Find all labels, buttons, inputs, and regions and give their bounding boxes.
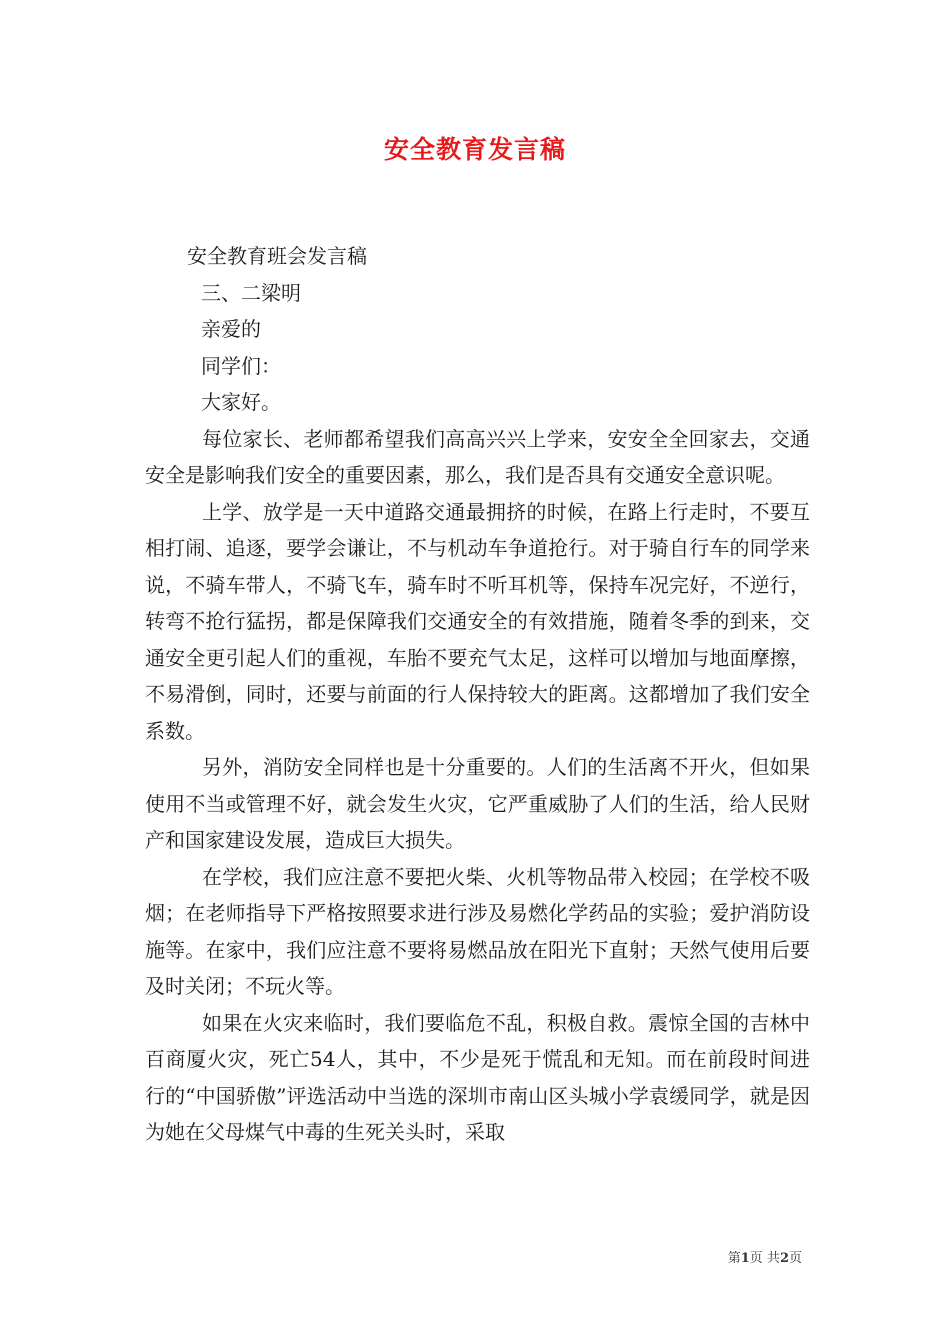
paragraph: 在学校，我们应注意不要把火柴、火机等物品带入校园；在学校不吸烟；在老师指导下严格按照要求进行涉及易燃化学药品的实验；爱护消防设施等。在家中，我们应注意不要将易燃品放在阳光下直射；天然气使用后要及时关闭；不玩火等。 [145,864,810,998]
greeting-line: 亲爱的 [201,317,261,341]
paragraph: 上学、放学是一天中道路交通最拥挤的时候，在路上行走时，不要互相打闹、追逐，要学会谦让，不与机动车争道抢行。对于骑自行车的同学来说，不骑车带人，不骑飞车，骑车时不听耳机等，保持车况完好，不逆行，转弯不抢行猛拐，都是保障我们交通安全的有效措施，随着冬季的到来，交通安全更引起人们的重视，车胎不要充气太足，这样可以增加与地面摩擦，不易滑倒，同时，还要与前面的行人保持较大的距离。这都增加了我们安全系数。 [145,499,810,743]
greeting-line: 大家好。 [201,390,281,414]
current-page-number: 1 [740,1251,750,1266]
footer-prefix: 第 [727,1251,741,1266]
total-page-number: 2 [779,1251,789,1266]
page-number-footer [728,1247,802,1266]
author-line: 三、二梁明 [201,280,301,305]
paragraph: 另外，消防安全同样也是十分重要的。人们的生活离不开火，但如果使用不当或管理不好，就会发生火灾，它严重威胁了人们的生活，给人民财产和国家建设发展，造成巨大损失。 [145,755,810,852]
document-subtitle: 安全教育班会发言稿 [187,244,367,268]
document-title: 安全教育发言稿 [383,135,566,164]
footer-middle: 页 共 [749,1251,780,1266]
greeting-line: 同学们： [201,353,281,378]
footer-suffix: 页 [788,1251,802,1266]
paragraph: 如果在火灾来临时，我们要临危不乱，积极自救。震惊全国的吉林中百商厦火灾，死亡54人，其中，不少是死于慌乱和无知。而在前段时间进行的“中国骄傲”评选活动中当选的深圳市南山区头城小学袁缓同学，就是因为她在父母煤气中毒的生死关头时，采取 [145,1010,810,1144]
document-body [145,238,810,1151]
paragraph: 每位家长、老师都希望我们高高兴兴上学来，安安全全回家去，交通安全是影响我们安全的重要因素，那么，我们是否具有交通安全意识呢。 [145,426,810,487]
